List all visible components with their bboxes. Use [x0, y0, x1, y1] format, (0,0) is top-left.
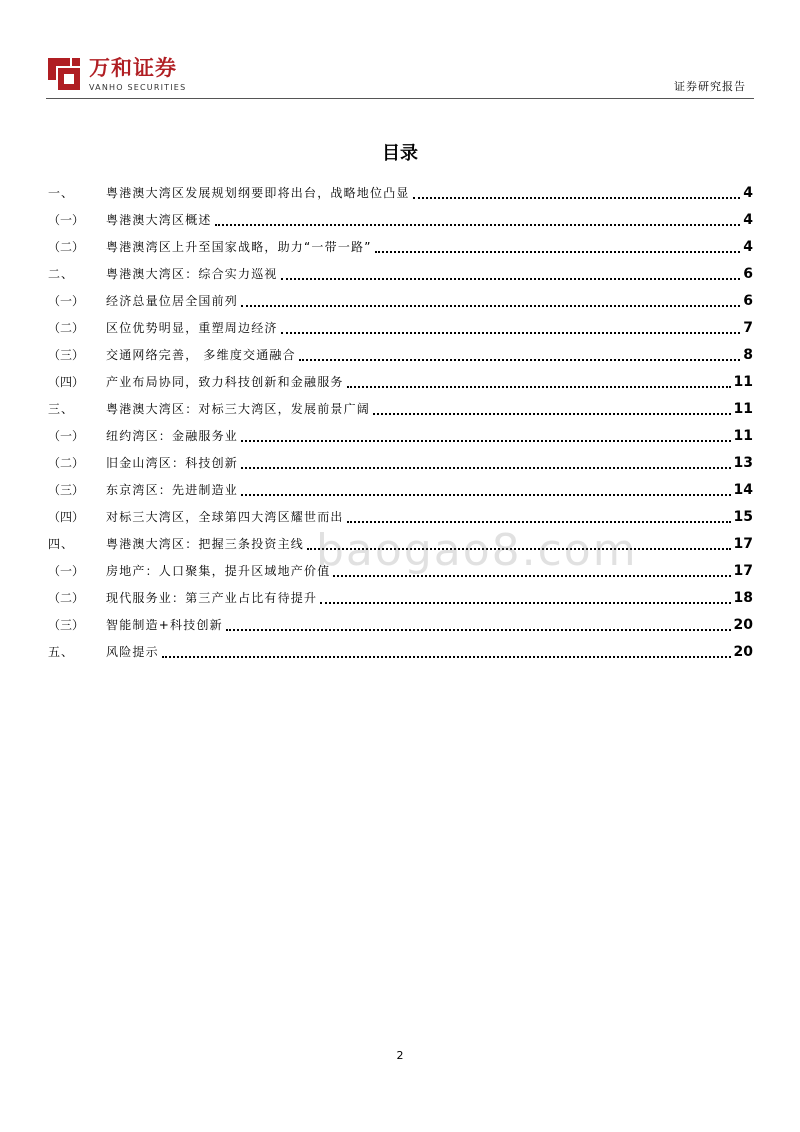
toc-entry-number: （三） — [48, 482, 85, 497]
watermark: baogao8.com — [316, 525, 638, 576]
toc-entry-number: 五、 — [48, 644, 75, 659]
header-divider — [46, 98, 754, 99]
toc-entry-number: （四） — [48, 374, 85, 389]
toc-entry-number: （三） — [48, 617, 85, 632]
toc-entry-page: 6 — [743, 265, 753, 282]
toc-entry-number: （一） — [48, 293, 85, 308]
toc-entry-title: 粤港澳大湾区发展规划纲要即将出台，战略地位凸显 — [106, 185, 410, 200]
toc-entry-title: 纽约湾区：金融服务业 — [106, 428, 239, 443]
toc-entry[interactable] — [48, 287, 753, 314]
toc-leader-dots — [281, 278, 741, 280]
toc-entry[interactable] — [48, 368, 753, 395]
toc-entry[interactable] — [48, 503, 753, 530]
toc-entry[interactable] — [48, 395, 753, 422]
toc-entry-title: 粤港澳大湾区：对标三大湾区，发展前景广阔 — [106, 401, 371, 416]
toc-entry-page: 4 — [743, 238, 753, 255]
toc-leader-dots — [215, 224, 741, 226]
toc-entry-page: 11 — [733, 373, 753, 390]
toc-leader-dots — [241, 440, 731, 442]
toc-leader-dots — [162, 656, 731, 658]
toc-entry[interactable] — [48, 206, 753, 233]
toc-leader-dots — [299, 359, 740, 361]
toc-entry-page: 13 — [733, 454, 753, 471]
toc-entry-title: 现代服务业：第三产业占比有待提升 — [106, 590, 318, 605]
toc-leader-dots — [413, 197, 741, 199]
toc-entry-title: 东京湾区：先进制造业 — [106, 482, 239, 497]
toc-leader-dots — [320, 602, 730, 604]
toc-entry[interactable] — [48, 584, 753, 611]
toc-entry[interactable] — [48, 260, 753, 287]
toc-entry-title: 区位优势明显，重塑周边经济 — [106, 320, 278, 335]
toc-entry-number: （一） — [48, 563, 85, 578]
toc-entry-number: 一、 — [48, 185, 75, 200]
toc-entry-page: 11 — [733, 400, 753, 417]
toc-entry-number: （三） — [48, 347, 85, 362]
toc-entry-number: （二） — [48, 320, 85, 335]
toc-entry-page: 20 — [733, 643, 753, 660]
toc-entry-number: 四、 — [48, 536, 75, 551]
toc-leader-dots — [347, 386, 731, 388]
toc-entry-number: （一） — [48, 428, 85, 443]
toc-title: 目录 — [382, 143, 418, 164]
toc-entry[interactable] — [48, 314, 753, 341]
toc-entry-page: 6 — [743, 292, 753, 309]
toc-leader-dots — [373, 413, 731, 415]
toc-entry[interactable] — [48, 638, 753, 665]
toc-entry-page: 20 — [733, 616, 753, 633]
toc-entry-page: 14 — [733, 481, 753, 498]
toc-entry-page: 18 — [733, 589, 753, 606]
toc-leader-dots — [281, 332, 741, 334]
table-of-contents — [48, 179, 753, 665]
report-type-label: 证券研究报告 — [674, 80, 746, 93]
toc-entry[interactable] — [48, 557, 753, 584]
toc-entry[interactable] — [48, 422, 753, 449]
toc-leader-dots — [333, 575, 730, 577]
toc-entry-page: 8 — [743, 346, 753, 363]
toc-entry-title: 产业布局协同，致力科技创新和金融服务 — [106, 374, 344, 389]
page-header — [0, 0, 800, 100]
toc-entry[interactable] — [48, 341, 753, 368]
toc-entry-page: 11 — [733, 427, 753, 444]
toc-entry-title: 粤港澳大湾区：综合实力巡视 — [106, 266, 278, 281]
page-number: 2 — [396, 1049, 404, 1062]
toc-entry[interactable] — [48, 611, 753, 638]
toc-leader-dots — [241, 494, 731, 496]
toc-entry[interactable] — [48, 530, 753, 557]
toc-entry-page: 15 — [733, 508, 753, 525]
toc-entry-number: （四） — [48, 509, 85, 524]
toc-leader-dots — [241, 467, 731, 469]
toc-entry-page: 17 — [733, 562, 753, 579]
toc-entry-title: 经济总量位居全国前列 — [106, 293, 239, 308]
company-name-cn: 万和证券 — [89, 56, 177, 80]
toc-entry-number: 二、 — [48, 266, 75, 281]
company-name-en: VANHO SECURITIES — [89, 83, 187, 92]
toc-entry-title: 粤港澳湾区上升至国家战略，助力“一带一路” — [106, 239, 372, 254]
toc-leader-dots — [347, 521, 731, 523]
toc-entry[interactable] — [48, 476, 753, 503]
toc-entry-page: 4 — [743, 184, 753, 201]
toc-entry-title: 交通网络完善， 多维度交通融合 — [106, 347, 296, 362]
toc-entry[interactable] — [48, 233, 753, 260]
toc-entry-number: （二） — [48, 590, 85, 605]
toc-leader-dots — [307, 548, 731, 550]
toc-leader-dots — [375, 251, 741, 253]
toc-entry-number: （二） — [48, 239, 85, 254]
toc-entry-title: 旧金山湾区：科技创新 — [106, 455, 239, 470]
toc-entry-title: 房地产：人口聚集，提升区域地产价值 — [106, 563, 331, 578]
toc-entry-page: 7 — [743, 319, 753, 336]
toc-entry-page: 4 — [743, 211, 753, 228]
toc-entry-title: 风险提示 — [106, 644, 159, 659]
toc-entry-page: 17 — [733, 535, 753, 552]
toc-leader-dots — [226, 629, 731, 631]
toc-entry-number: （一） — [48, 212, 85, 227]
toc-entry-title: 粤港澳大湾区概述 — [106, 212, 212, 227]
toc-entry-title: 粤港澳大湾区：把握三条投资主线 — [106, 536, 305, 551]
toc-entry[interactable] — [48, 179, 753, 206]
toc-entry-number: （二） — [48, 455, 85, 470]
company-logo-icon — [46, 56, 82, 92]
toc-entry-title: 对标三大湾区，全球第四大湾区耀世而出 — [106, 509, 344, 524]
toc-entry-number: 三、 — [48, 401, 75, 416]
toc-leader-dots — [241, 305, 740, 307]
toc-entry-title: 智能制造+科技创新 — [106, 617, 223, 632]
toc-entry[interactable] — [48, 449, 753, 476]
